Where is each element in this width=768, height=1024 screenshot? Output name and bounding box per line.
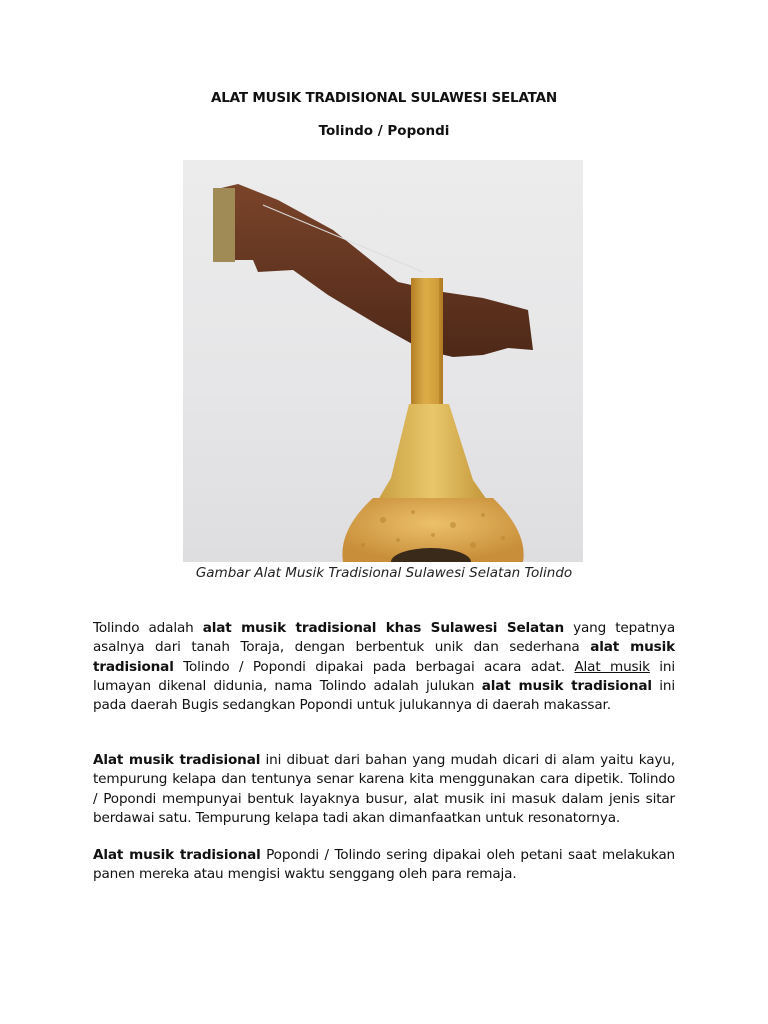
document-subtitle: Tolindo / Popondi [318,123,450,139]
bold-phrase: Alat musik tradisional [93,847,261,863]
document-title: ALAT MUSIK TRADISIONAL SULAWESI SELATAN [211,90,557,106]
paragraph-text: ini pada daerah Bugis sedangkan Popondi untuk julukannya di daerah makassar. [93,677,675,714]
alat-musik-link[interactable]: Alat musik [574,658,650,675]
bold-phrase: alat musik tradisional [481,677,652,694]
paragraph-text: Tolindo / Popondi dipakai pada berbagai acara adat. [173,658,575,675]
paragraph-text: ini dibuat dari bahan yang mudah dicari di alam yaitu kayu, tempurung kelapa dan tentunya senar karena kita menggunakan cara dipetik. Tolindo / Popondi mempunyai bentuk layaknya busur, alat musik ini masuk dalam jenis sitar berdawai satu. Tempurung kelapa tadi akan dimanfaatkan untuk resonatornya. [93,752,675,826]
bold-phrase: alat musik tradisional [93,639,675,675]
figure-caption: Gambar Alat Musik Tradisional Sulawesi Selatan Tolindo [195,565,573,581]
paragraph-text: yang tepatnya asalnya dari tanah Toraja, dengan berbentuk unik dan sederhana [93,620,675,656]
wooden-neck [213,184,533,357]
bold-phrase: Alat musik tradisional [93,752,261,768]
tolindo-photo [183,160,583,562]
paragraph-2 [93,751,675,828]
bold-phrase: alat musik tradisional khas Sulawesi Selatan [202,620,564,636]
paragraph-text: Tolindo adalah [93,620,203,636]
paragraph-text: Popondi / Tolindo sering dipakai oleh petani saat melakukan panen mereka atau mengisi waktu senggang oleh para remaja. [93,847,675,883]
paragraph-1 [93,619,675,715]
paragraph-3 [93,846,675,885]
paragraph-text: ini lumayan dikenal didunia, nama Tolindo adalah julukan [93,658,675,694]
